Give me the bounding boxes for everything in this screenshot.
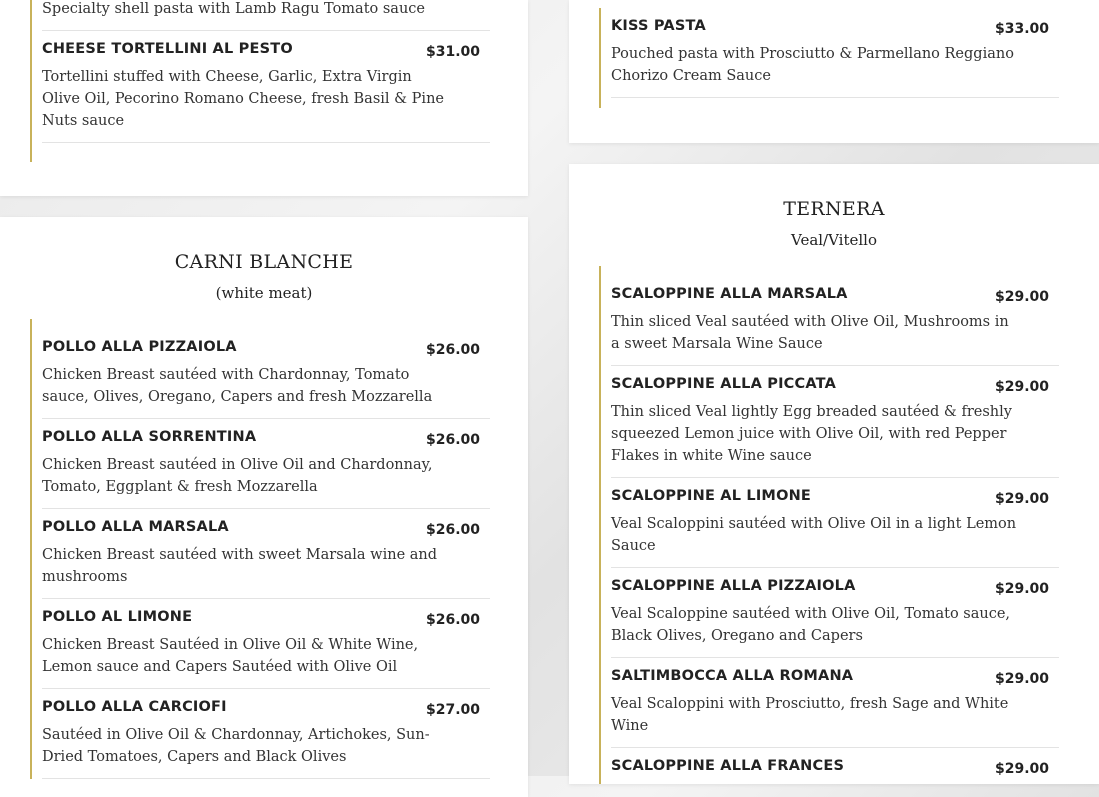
- item-name: SCALOPPINE ALLA PIZZAIOLA: [611, 578, 856, 594]
- item-price: $29.00: [994, 289, 1049, 305]
- item-price: $29.00: [994, 761, 1049, 777]
- list-item: [42, 419, 490, 509]
- item-price: $26.00: [425, 432, 480, 448]
- item-price: $27.00: [425, 702, 480, 718]
- section-subtitle: Veal/Vitello: [790, 231, 878, 249]
- list-item: [611, 8, 1059, 98]
- list-item: [611, 366, 1059, 478]
- item-name: POLLO ALLA PIZZAIOLA: [42, 339, 237, 355]
- item-description: Sautéed in Olive Oil & Chardonnay, Artichokes, Sun-Dried Tomatoes, Capers and Black Olives: [42, 727, 430, 765]
- section-title: CARNI BLANCHE: [174, 251, 354, 273]
- menu-card-carni-blanche: [0, 217, 528, 797]
- item-name: CHEESE TORTELLINI AL PESTO: [42, 41, 293, 57]
- list-item: [42, 31, 490, 143]
- menu-items-list: [30, 319, 490, 779]
- list-item: [42, 0, 490, 31]
- item-price: $26.00: [425, 342, 480, 358]
- item-description: Veal Scaloppine sautéed with Olive Oil, Tomato sauce, Black Olives, Oregano and Capers: [611, 606, 1011, 644]
- list-item: [611, 658, 1059, 748]
- item-price: $26.00: [425, 612, 480, 628]
- menu-items-list: [30, 0, 490, 162]
- item-description: Chicken Breast Sautéed in Olive Oil & White Wine, Lemon sauce and Capers Sautéed with Olive Oil: [42, 637, 419, 675]
- item-name: POLLO AL LIMONE: [42, 609, 193, 625]
- menu-items-list: [599, 8, 1059, 108]
- item-name: POLLO ALLA MARSALA: [42, 519, 229, 535]
- item-description: Thin sliced Veal lightly Egg breaded sautéed & freshly squeezed Lemon juice with Olive Oil, with red Pepper Flakes in white Wine sauce: [611, 404, 1012, 464]
- section-title: TERNERA: [783, 198, 885, 220]
- menu-card-pasta-right: [569, 0, 1099, 143]
- item-price: $31.00: [425, 44, 480, 60]
- list-item: [42, 509, 490, 599]
- item-name: POLLO ALLA CARCIOFI: [42, 699, 227, 715]
- item-price: $29.00: [994, 491, 1049, 507]
- item-price: $26.00: [425, 522, 480, 538]
- item-description: Thin sliced Veal sautéed with Olive Oil, Mushrooms in a sweet Marsala Wine Sauce: [611, 314, 1009, 352]
- section-subtitle: (white meat): [215, 284, 313, 302]
- item-description: Veal Scaloppini sautéed with Olive Oil in a light Lemon Sauce: [611, 516, 1017, 554]
- item-name: SCALOPPINE ALLA PICCATA: [611, 376, 837, 392]
- list-item: [42, 689, 490, 779]
- item-price: $29.00: [994, 671, 1049, 687]
- item-price: $29.00: [994, 581, 1049, 597]
- item-name: SCALOPPINE ALLA MARSALA: [611, 286, 848, 302]
- item-description: Veal Scaloppini with Prosciutto, fresh Sage and White Wine: [611, 696, 1009, 734]
- item-description: Chicken Breast sautéed with sweet Marsala wine and mushrooms: [42, 547, 438, 585]
- item-description: Chicken Breast sautéed in Olive Oil and Chardonnay, Tomato, Eggplant & fresh Mozzarella: [42, 457, 433, 495]
- list-item: [611, 266, 1059, 366]
- menu-card-pasta-left: [0, 0, 528, 196]
- item-description: Chicken Breast sautéed with Chardonnay, Tomato sauce, Olives, Oregano, Capers and fresh Mozzarella: [42, 367, 433, 405]
- item-price: $29.00: [994, 379, 1049, 395]
- item-description: Pouched pasta with Prosciutto & Parmellano Reggiano Chorizo Cream Sauce: [611, 46, 1014, 84]
- item-description: Tortellini stuffed with Cheese, Garlic, Extra Virgin Olive Oil, Pecorino Romano Cheese, fresh Basil & Pine Nuts sauce: [42, 69, 444, 129]
- list-item: [42, 319, 490, 419]
- item-name: SCALOPPINE AL LIMONE: [611, 488, 812, 504]
- list-item: [611, 568, 1059, 658]
- item-description: Specialty shell pasta with Lamb Ragu Tomato sauce: [42, 1, 425, 17]
- item-name: SALTIMBOCCA ALLA ROMANA: [611, 668, 854, 684]
- item-name: SCALOPPINE ALLA FRANCES: [611, 758, 845, 774]
- item-name: POLLO ALLA SORRENTINA: [42, 429, 257, 445]
- item-name: KISS PASTA: [611, 18, 706, 34]
- list-item: [611, 748, 1059, 784]
- list-item: [42, 599, 490, 689]
- menu-card-ternera: [569, 164, 1099, 784]
- menu-items-list: [599, 266, 1059, 784]
- list-item: [611, 478, 1059, 568]
- item-price: $33.00: [994, 21, 1049, 37]
